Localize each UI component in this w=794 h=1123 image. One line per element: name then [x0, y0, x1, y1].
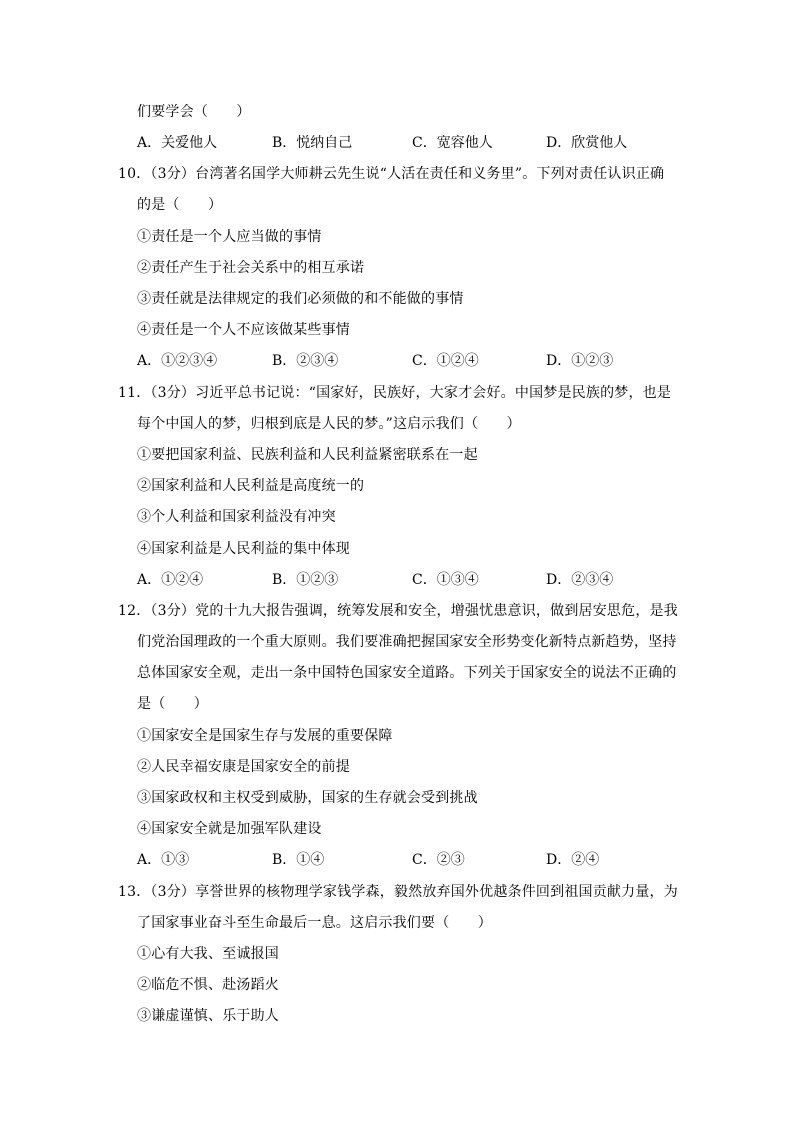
q11-statement-2: ②国家利益和人民利益是高度统一的 — [137, 478, 365, 494]
q11-option-a: A．①②④ — [137, 572, 204, 588]
q9-option-b: B．悦纳自己 — [272, 135, 353, 151]
q10-option-b: B．②③④ — [272, 353, 339, 369]
q12-stem-line-1: 12．（3分）党的十九大报告强调，统筹发展和安全，增强忧患意识，做到居安思危，是我 — [118, 603, 678, 619]
q12-option-b: B．①④ — [272, 852, 325, 868]
q11-option-b: B．①②③ — [272, 572, 339, 588]
q10-statement-3: ③责任就是法律规定的我们必须做的和不能做的事情 — [137, 291, 464, 307]
q12-stem-line-3: 总体国家安全观，走出一条中国特色国家安全道路。下列关于国家安全的说法不正确的 — [137, 665, 677, 681]
q10-statement-2: ②责任产生于社会关系中的相互承诺 — [137, 260, 365, 276]
q9-stem-continuation: 们要学会（ ） — [137, 104, 251, 120]
q12-statement-2: ②人民幸福安康是国家安全的前提 — [137, 759, 350, 775]
q10-stem-line-2: 的是（ ） — [137, 197, 223, 213]
q11-option-c: C．①③④ — [412, 572, 479, 588]
q13-statement-1: ①心有大我、至诚报国 — [137, 946, 279, 962]
q9-option-d: D．欣赏他人 — [546, 135, 628, 151]
q10-option-c: C．①②④ — [412, 353, 479, 369]
q11-option-d: D．②③④ — [546, 572, 614, 588]
q10-option-d: D．①②③ — [546, 353, 614, 369]
q10-statement-4: ④责任是一个人不应该做某些事情 — [137, 322, 350, 338]
q13-statement-2: ②临危不惧、赴汤蹈火 — [137, 977, 279, 993]
q11-stem-line-2: 每个中国人的梦，归根到底是人民的梦。”这启示我们（ ） — [137, 416, 521, 432]
q10-option-a: A．①②③④ — [137, 353, 218, 369]
q13-stem-line-2: 了国家事业奋斗至生命最后一息。这启示我们要（ ） — [137, 915, 492, 931]
q9-option-c: C．宽容他人 — [412, 135, 493, 151]
q12-option-d: D．②④ — [546, 852, 600, 868]
q10-statement-1: ①责任是一个人应当做的事情 — [137, 229, 322, 245]
q11-statement-4: ④国家利益是人民利益的集中体现 — [137, 541, 350, 557]
q12-statement-1: ①国家安全是国家生存与发展的重要保障 — [137, 728, 393, 744]
q13-stem-line-1: 13．（3分）享誉世界的核物理学家钱学森，毅然放弃国外优越条件回到祖国贡献力量，为 — [118, 884, 678, 900]
q12-option-a: A．①③ — [137, 852, 190, 868]
q12-stem-line-4: 是（ ） — [137, 696, 208, 712]
q9-option-a: A．关爱他人 — [137, 135, 218, 151]
q13-statement-3: ③谦虚谨慎、乐于助人 — [137, 1008, 279, 1024]
q12-statement-3: ③国家政权和主权受到威胁，国家的生存就会受到挑战 — [137, 790, 478, 806]
q12-stem-line-2: 们党治国理政的一个重大原则。我们要准确把握国家安全形势变化新特点新趋势，坚持 — [137, 634, 677, 650]
q10-stem-line-1: 10．（3分）台湾著名国学大师耕云先生说“人活在责任和义务里”。下列对责任认识正确 — [118, 166, 665, 182]
q11-statement-3: ③个人利益和国家利益没有冲突 — [137, 509, 336, 525]
q11-statement-1: ①要把国家利益、民族利益和人民利益紧密联系在一起 — [137, 447, 478, 463]
q12-statement-4: ④国家安全就是加强军队建设 — [137, 821, 322, 837]
q11-stem-line-1: 11．（3分）习近平总书记说：“国家好，民族好，大家才会好。中国梦是民族的梦，也是 — [118, 385, 672, 401]
q12-option-c: C．②③ — [412, 852, 465, 868]
